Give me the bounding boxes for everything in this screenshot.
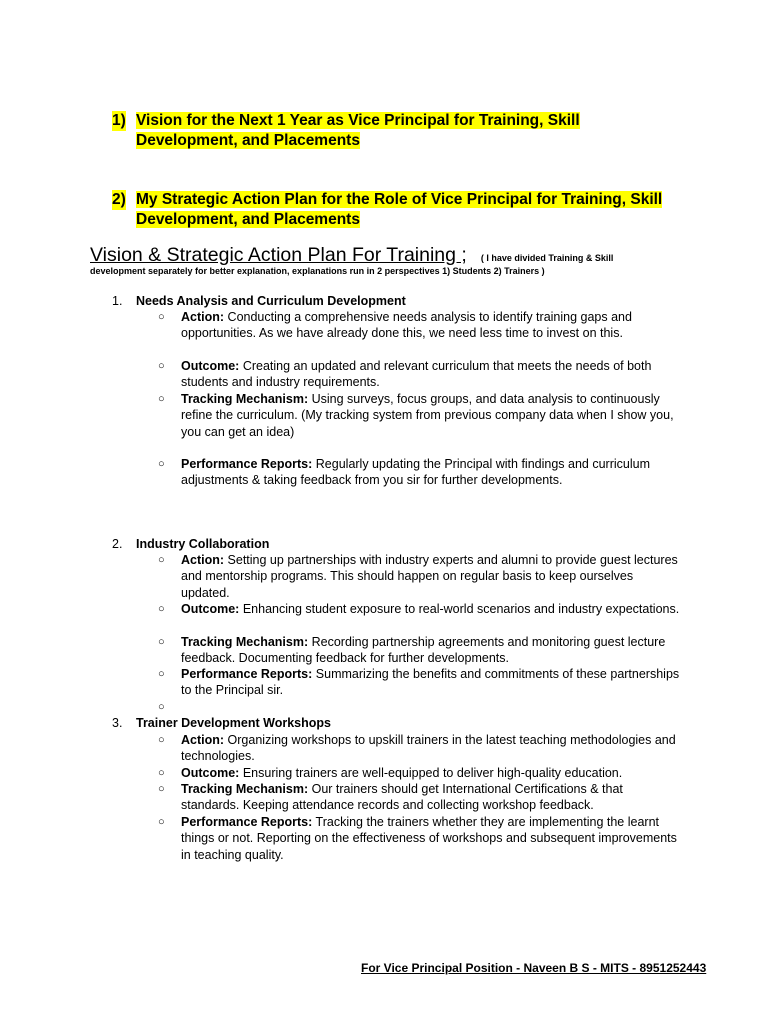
section-number: 1. bbox=[112, 294, 123, 308]
list-item: Tracking Mechanism: Using surveys, focus groups, and data analysis to continuously refine the curriculum. (My tracking system from previous company data when I show you, you can get an idea) bbox=[181, 392, 674, 439]
list-item: Outcome: Enhancing student exposure to real-world scenarios and industry expectations. bbox=[181, 602, 680, 616]
vision-heading-text: Vision for the Next 1 Year as Vice Principal for Training, Skill Development, and Placements bbox=[136, 112, 580, 149]
bullet-icon: ○ bbox=[158, 393, 165, 405]
bullet-icon: ○ bbox=[158, 734, 165, 746]
section-title: Needs Analysis and Curriculum Development bbox=[136, 294, 406, 308]
bullet-icon: ○ bbox=[158, 554, 165, 566]
list-item: Performance Reports: Tracking the trainers whether they are implementing the learnt things or not. Reporting on the effectiveness of workshops and subsequent improvements in teaching quality. bbox=[181, 815, 677, 862]
list-item: Outcome: Ensuring trainers are well-equipped to deliver high-quality education. bbox=[181, 766, 623, 780]
vision-heading bbox=[0, 111, 768, 153]
bullet-icon: ○ bbox=[158, 668, 165, 680]
bullet-icon: ○ bbox=[158, 767, 165, 779]
bullet-icon: ○ bbox=[158, 458, 165, 470]
section-title: Industry Collaboration bbox=[136, 537, 270, 551]
section-number: 3. bbox=[112, 716, 123, 730]
main-title-note-continued: development separately for better explanation, explanations run in 2 perspectives 1) Students 2) Trainers ) bbox=[90, 266, 545, 276]
list-item: Tracking Mechanism: Recording partnership agreements and monitoring guest lecture feedback. Documenting feedback for further developments. bbox=[181, 635, 666, 666]
list-item: Action: Conducting a comprehensive needs analysis to identify training gaps and opportunities. As we have already done this, we need less time to invest on this. bbox=[181, 310, 632, 341]
list-item: Tracking Mechanism: Our trainers should get International Certifications & that standards. Keeping attendance records and collecting workshop feedback. bbox=[181, 782, 623, 813]
list-item: Action: Setting up partnerships with industry experts and alumni to provide guest lectures and mentorship programs. This should happen on regular basis to keep ourselves updated. bbox=[181, 553, 678, 600]
vision-heading-number: 1) bbox=[112, 112, 126, 129]
bullet-icon: ○ bbox=[158, 701, 165, 713]
section-title: Trainer Development Workshops bbox=[136, 716, 331, 730]
list-item: Performance Reports: Regularly updating the Principal with findings and curriculum adjustments & taking feedback from you sir for further developments. bbox=[181, 457, 650, 488]
bullet-icon: ○ bbox=[158, 636, 165, 648]
bullet-icon: ○ bbox=[158, 311, 165, 323]
footer-signature: For Vice Principal Position - Naveen B S - MITS - 8951252443 bbox=[361, 961, 707, 975]
list-item: Outcome: Creating an updated and relevant curriculum that meets the needs of both students and industry requirements. bbox=[181, 359, 652, 390]
main-title-text: Vision & Strategic Action Plan For Training ; bbox=[90, 244, 467, 266]
strategic-plan-heading bbox=[0, 190, 768, 232]
main-title-note: ( I have divided Training & Skill bbox=[480, 253, 614, 263]
strategic-plan-heading-number: 2) bbox=[112, 191, 126, 208]
bullet-icon: ○ bbox=[158, 816, 165, 828]
bullet-icon: ○ bbox=[158, 603, 165, 615]
strategic-plan-heading-text: My Strategic Action Plan for the Role of Vice Principal for Training, Skill Development, and Placements bbox=[136, 191, 663, 228]
list-item: Action: Organizing workshops to upskill trainers in the latest teaching methodologies and technologies. bbox=[181, 733, 676, 764]
bullet-icon: ○ bbox=[158, 783, 165, 795]
bullet-icon: ○ bbox=[158, 360, 165, 372]
list-item: Performance Reports: Summarizing the benefits and commitments of these partnerships to the Principal sir. bbox=[181, 667, 680, 698]
section-number: 2. bbox=[112, 537, 123, 551]
